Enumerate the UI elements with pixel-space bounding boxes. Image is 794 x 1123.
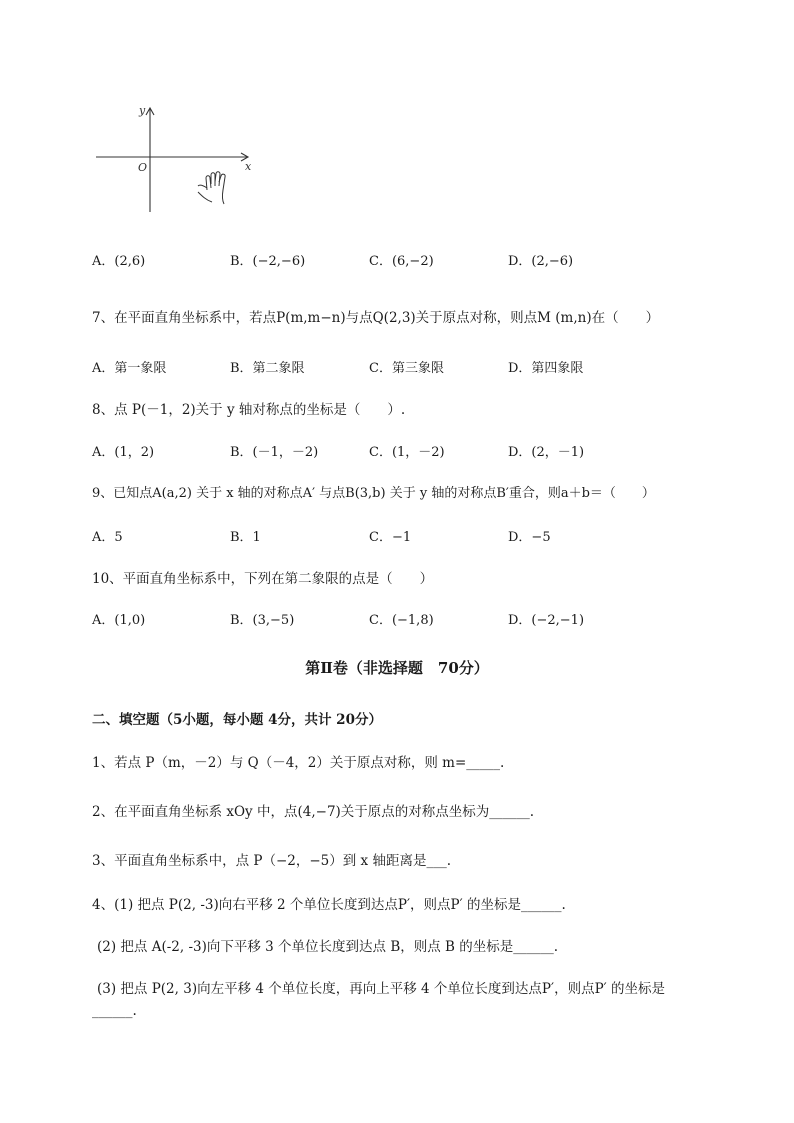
q9-option-a: A．5 [92,530,123,545]
q10-option-d: D．(−2,−1) [508,613,585,628]
q7-option-d: D．第四象限 [508,361,584,376]
q10-option-c: C．(−1,8) [369,613,434,628]
fill-q1: 1、若点 P（m，－2）与 Q（－4，2）关于原点对称，则 m=_____. [92,755,505,771]
q9-stem: 9、已知点A(a,2) 关于 x 轴的对称点A′ 与点B(3,b) 关于 y 轴的对称点B′重合，则a＋b＝（ ） [92,486,655,501]
q8-option-c: C．(1，－2) [369,445,445,460]
q6-option-a: A．(2,6) [92,254,146,269]
q6-option-c: C．(6,−2) [369,254,434,269]
y-axis-label: y [139,104,146,117]
origin-label: O [138,161,148,174]
q6-option-d: D．(2,−6) [508,254,574,269]
q9-option-b: B．1 [230,530,261,545]
coordinate-figure [90,100,260,215]
fill-q2: 2、在平面直角坐标系 xOy 中，点(4,−7)关于原点的对称点坐标为______. [92,804,535,820]
q8-option-b: B．(－1，－2) [230,445,319,460]
x-axis-label: x [245,160,252,173]
q8-option-d: D．(2，－1) [508,445,585,460]
hand-icon [198,172,225,204]
q10-option-a: A．(1,0) [92,613,146,628]
q7-option-a: A．第一象限 [92,361,167,376]
q8-option-a: A．(1，2) [92,445,155,460]
q7-option-c: C．第三象限 [369,361,444,376]
q7-stem: 7、在平面直角坐标系中，若点P(m,m−n)与点Q(2,3)关于原点对称，则点M (m,n)在（ ） [92,310,660,326]
fill-section-title: 二、填空题（5小题，每小题 4分，共计 20分） [92,712,382,728]
fill-q3: 3、平面直角坐标系中，点 P（−2，−5）到 x 轴距离是___. [92,853,452,869]
q9-option-d: D．−5 [508,530,551,545]
q6-option-b: B．(−2,−6) [230,254,306,269]
q9-option-c: C．−1 [369,530,412,545]
fill-q4-part3: (3) 把点 P(2, 3)向左平移 4 个单位长度，再向上平移 4 个单位长度到达点P′，则点P′ 的坐标是 [97,981,666,997]
q7-option-b: B．第二象限 [230,361,305,376]
fill-q4-part1: 4、(1) 把点 P(2, -3)向右平移 2 个单位长度到达点P′，则点P′ 的坐标是______. [92,897,566,913]
part2-title: 第Ⅱ卷（非选择题 70分） [305,659,489,677]
fill-q4-part2: (2) 把点 A(-2, -3)向下平移 3 个单位长度到达点 B，则点 B 的坐标是______. [97,939,559,955]
fill-q4-part3-blank: ______. [92,1003,137,1019]
q8-stem: 8、点 P(－1，2)关于 y 轴对称点的坐标是（ ）. [92,402,406,418]
q10-stem: 10、平面直角坐标系中，下列在第二象限的点是（ ） [92,571,434,587]
q10-option-b: B．(3,−5) [230,613,295,628]
